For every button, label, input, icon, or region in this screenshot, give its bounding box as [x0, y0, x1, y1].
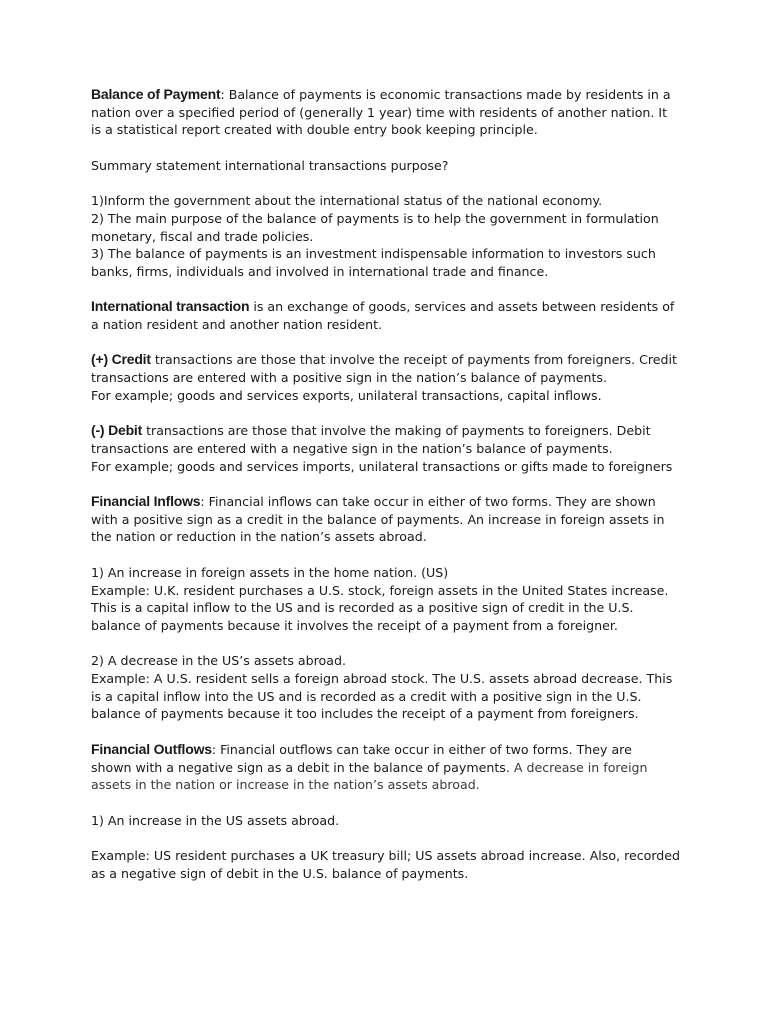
financial-inflows-paragraph: Financial Inflows: Financial inflows can take occur in either of two forms. They are shown with a positive sign as a credit in the balance of payments. An increase in foreign assets in the nation or reduction in the nation’s assets abroad.	[91, 493, 665, 545]
summary-item-3-line-2: banks, firms, individuals and involved in international trade and finance.	[91, 264, 549, 279]
financial-outflows-paragraph: Financial Outflows: Financial outflows can take occur in either of two forms. They are shown with a negative sign as a debit in the balance of payments. A decrease in foreign assets in the nation or increase in the nation’s assets abroad.	[91, 740, 648, 793]
bop-line-3: is a statistical report created with double entry book keeping principle.	[91, 122, 538, 138]
financial-inflows-term: Financial Inflows	[91, 493, 201, 510]
bop-line-1: Balance of Payment: Balance of payments is economic transactions made by residents in a	[91, 86, 671, 102]
inflows-case-2: 2) A decrease in the US’s assets abroad. Example: A U.S. resident sells a foreign abroad stock. The U.S. assets abroad decrease. This is a capital inflow into the US and is recorded as a credit with a positive sign in the U.S. balance of payments because it too includes the receipt of a payment from foreigners.	[91, 653, 673, 722]
credit-paragraph: (+) Credit transactions are those that involve the receipt of payments from foreigners. Credit transactions are entered with a positive sign in the nation’s balance of payments. For example; goods and services exports, unilateral transactions, capital inflows.	[91, 351, 677, 403]
outflows-example: Example: US resident purchases a UK treasury bill; US assets abroad increase. Also, recorded as a negative sign of debit in the U.S. balance of payments.	[91, 848, 681, 881]
summary-list	[91, 192, 684, 281]
bop-term: Balance of Payment	[91, 86, 221, 102]
debit-paragraph: (-) Debit transactions are those that involve the making of payments to foreigners. Debit transactions are entered with a negative sign in the nation’s balance of payments. For example; goods and services imports, unilateral transactions or gifts made to foreigners	[91, 422, 673, 474]
balance-of-payment-paragraph	[91, 86, 684, 139]
financial-outflows-term: Financial Outflows	[91, 740, 212, 757]
summary-question: Summary statement international transactions purpose?	[91, 157, 449, 173]
international-transaction-paragraph: International transaction is an exchange of goods, services and assets between residents of a nation resident and another nation resident.	[91, 298, 675, 333]
inflows-case-1: 1) An increase in foreign assets in the home nation. (US) Example: U.K. resident purchases a U.S. stock, foreign assets in the United States increase. This is a capital inflow to the US and is recorded as a positive sign of credit in the U.S. balance of payments because it involves the receipt of a payment from a foreigner.	[91, 564, 669, 633]
debit-term: (-) Debit	[91, 422, 143, 439]
international-transaction-term: International transaction	[91, 298, 250, 315]
summary-item-1: 1)Inform the government about the international status of the national economy.	[91, 193, 603, 209]
summary-item-2-line-2: monetary, fiscal and trade policies.	[91, 228, 314, 244]
credit-term: (+) Credit	[91, 351, 151, 368]
outflows-case-1: 1) An increase in the US assets abroad.	[91, 812, 340, 828]
bop-line-2: nation over a specified period of (generally 1 year) time with residents of another nation. It	[91, 104, 668, 120]
summary-item-3-line-1: 3) The balance of payments is an investment indispensable information to investors such	[91, 246, 656, 262]
summary-item-2-line-1: 2) The main purpose of the balance of payments is to help the government in formulation	[91, 210, 659, 226]
